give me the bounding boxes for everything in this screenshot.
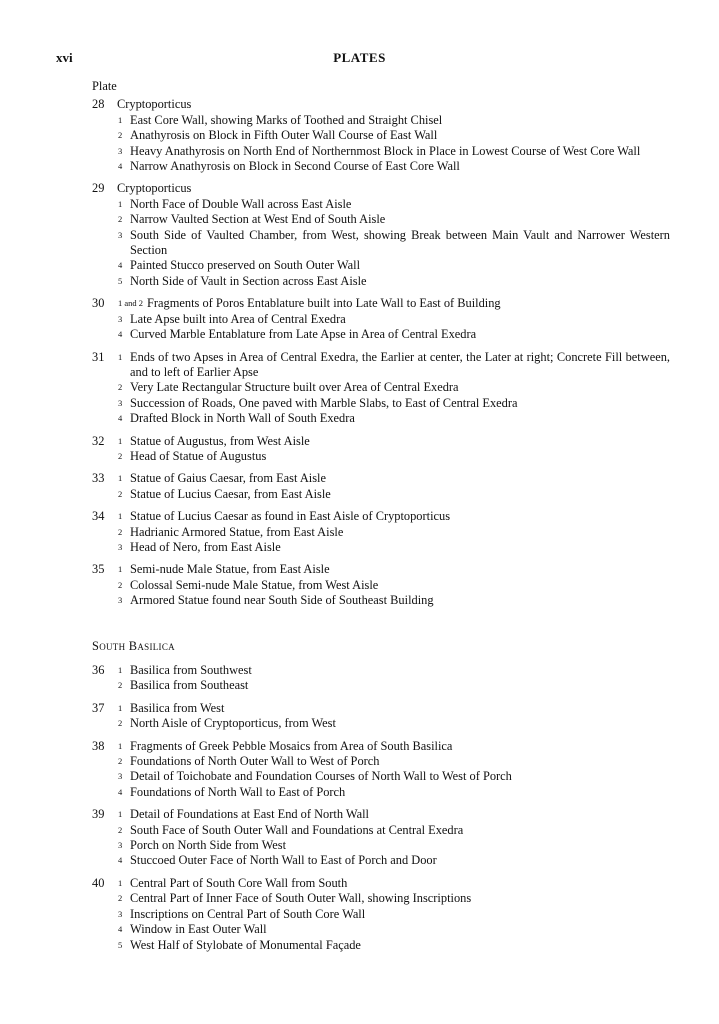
plate-item [92, 212, 670, 227]
plate-item [92, 471, 670, 486]
figure-caption: Head of Statue of Augustus [130, 448, 267, 463]
plate-item [92, 434, 670, 449]
plate-number-spacer [92, 853, 117, 868]
plate-number-spacer [92, 754, 117, 769]
figure-number: 3 [118, 595, 123, 606]
plate-group [92, 471, 670, 502]
figure-caption: Detail of Foundations at East End of North Wall [130, 807, 369, 822]
plate-number: 29 [92, 181, 105, 196]
figure-caption: Foundations of North Wall to East of Porch [130, 784, 346, 799]
plate-number-spacer [92, 274, 117, 289]
plate-item-body [117, 876, 670, 891]
figure-number: 1 [118, 351, 123, 362]
plate-item-body [117, 471, 670, 486]
plate-item-body [117, 159, 670, 174]
figure-caption: Basilica from Southeast [130, 678, 249, 693]
plate-number-spacer [92, 525, 117, 540]
plate-number-spacer [92, 327, 117, 342]
figure-caption: Window in East Outer Wall [130, 922, 267, 937]
plate-group [92, 509, 670, 555]
plate-item [92, 509, 670, 524]
plate-item [92, 274, 670, 289]
plate-item-body [117, 449, 670, 464]
plate-group-header [92, 181, 670, 196]
plate-item-body [117, 327, 670, 342]
figure-number: 4 [118, 855, 123, 866]
figure-number: 1 [118, 114, 123, 125]
figure-caption: Armored Statue found near South Side of Southeast Building [130, 593, 434, 608]
plate-item-body [117, 578, 670, 593]
figure-number: 2 [118, 680, 123, 691]
plate-number-spacer [92, 678, 117, 693]
plate-item [92, 411, 670, 426]
plate-item [92, 525, 670, 540]
plate-item-body [117, 922, 670, 937]
plate-sections [92, 97, 670, 953]
figure-caption: Fragments of Greek Pebble Mosaics from Area of South Basilica [130, 738, 453, 753]
plate-item [92, 128, 670, 143]
plate-group-title: Cryptoporticus [117, 181, 192, 196]
plate-number: 31 [92, 349, 105, 364]
plate-item-body [117, 113, 670, 128]
figure-number: 2 [118, 214, 123, 225]
plate-item-body [117, 396, 670, 411]
plate-item-body [117, 274, 670, 289]
figure-caption: Central Part of Inner Face of South Outer Wall, showing Inscriptions [130, 891, 472, 906]
plate-item-body [117, 197, 670, 212]
figure-caption: Succession of Roads, One paved with Marble Slabs, to East of Central Exedra [130, 395, 518, 410]
plate-item [92, 838, 670, 853]
figure-number: 3 [118, 771, 123, 782]
plate-section [92, 639, 670, 953]
plate-number-spacer [92, 540, 117, 555]
plate-group-title: Cryptoporticus [117, 97, 192, 112]
plate-group [92, 663, 670, 694]
figure-number: 1 [118, 511, 123, 522]
figure-caption: Statue of Gaius Caesar, from East Aisle [130, 471, 326, 486]
plate-column-label: Plate [92, 79, 117, 93]
plate-number-spacer [92, 212, 117, 227]
plate-item-body [117, 754, 670, 769]
section-title: South Basilica [92, 638, 175, 653]
plate-number-spacer [92, 258, 117, 273]
figure-caption: Central Part of South Core Wall from South [130, 875, 348, 890]
plate-item-body [117, 487, 670, 502]
figure-caption: Ends of two Apses in Area of Central Exedra, the Earlier at center, the Later at right; Concrete Fill between, and to left of Earlier Apse [130, 349, 670, 379]
plate-item-body [117, 258, 670, 273]
figure-number: 2 [118, 382, 123, 393]
figure-number: 4 [118, 161, 123, 172]
plate-item-body [117, 739, 670, 754]
plate-group [92, 807, 670, 869]
plate-number: 28 [92, 97, 105, 112]
figure-number: 2 [118, 579, 123, 590]
plate-group [92, 701, 670, 732]
plate-number: 38 [92, 738, 105, 753]
plate-item [92, 593, 670, 608]
figure-number: 1 [118, 435, 123, 446]
figure-caption: Foundations of North Outer Wall to West of Porch [130, 754, 380, 769]
plate-number-spacer [92, 312, 117, 327]
plate-group-header [92, 97, 670, 112]
figure-number: 3 [118, 145, 123, 156]
figure-number: 3 [118, 313, 123, 324]
plate-number-spacer [92, 593, 117, 608]
plate-section [92, 97, 670, 608]
plate-item-body [117, 411, 670, 426]
figure-caption: Basilica from West [130, 700, 225, 715]
plate-item [92, 754, 670, 769]
figure-caption: Detail of Toichobate and Foundation Courses of North Wall to West of Porch [130, 769, 512, 784]
plate-item-body [117, 716, 670, 731]
plate-number-spacer [92, 769, 117, 784]
plate-item [92, 562, 670, 577]
plate-number: 36 [92, 663, 105, 677]
figure-number: 1 [118, 473, 123, 484]
plate-item [92, 578, 670, 593]
plate-item-body [117, 663, 670, 678]
figure-number: 3 [118, 229, 123, 240]
plate-number: 35 [92, 562, 105, 577]
figure-number: 5 [118, 939, 123, 950]
figure-caption: Narrow Vaulted Section at West End of South Aisle [130, 212, 386, 227]
plate-number: 40 [92, 875, 105, 890]
figure-caption: Hadrianic Armored Statue, from East Aisle [130, 524, 344, 539]
plate-item [92, 785, 670, 800]
figure-caption: Late Apse built into Area of Central Exedra [130, 311, 346, 326]
figure-caption: Stuccoed Outer Face of North Wall to East of Porch and Door [130, 853, 437, 868]
plate-item-body [117, 853, 670, 868]
plate-item-body [117, 701, 670, 716]
plate-item-body [117, 593, 670, 608]
running-head: PLATES [333, 50, 386, 65]
plate-item [92, 396, 670, 411]
figure-number: 1 [118, 564, 123, 575]
plate-item-body [117, 540, 670, 555]
figure-number: 2 [118, 824, 123, 835]
plate-item-body [117, 807, 670, 822]
figure-caption: Painted Stucco preserved on South Outer Wall [130, 258, 361, 273]
plate-item [92, 678, 670, 693]
figure-number: 2 [118, 893, 123, 904]
plate-item [92, 701, 670, 716]
plate-item-body [117, 838, 670, 853]
page-number: xvi [56, 50, 73, 65]
figure-caption: Statue of Lucius Caesar as found in East Aisle of Cryptoporticus [130, 509, 451, 524]
plate-item-body [117, 212, 670, 227]
figure-number: 4 [118, 786, 123, 797]
figure-number: 2 [118, 130, 123, 141]
plate-item [92, 258, 670, 273]
plate-item-body [117, 312, 670, 327]
figure-caption: North Aisle of Cryptoporticus, from West [130, 716, 336, 731]
plate-item [92, 449, 670, 464]
figure-number: 3 [118, 908, 123, 919]
figure-caption: North Face of Double Wall across East Aisle [130, 196, 352, 211]
plate-number-spacer [92, 380, 117, 395]
plate-item [92, 380, 670, 395]
plate-group [92, 350, 670, 427]
figure-caption: South Face of South Outer Wall and Foundations at Central Exedra [130, 822, 464, 837]
plate-number-spacer [92, 785, 117, 800]
figure-caption: Inscriptions on Central Part of South Core Wall [130, 906, 366, 921]
figure-caption: Anathyrosis on Block in Fifth Outer Wall Course of East Wall [130, 128, 438, 143]
plate-item-body [117, 562, 670, 577]
figure-number: 3 [118, 541, 123, 552]
figure-number: 2 [118, 488, 123, 499]
plate-item [92, 922, 670, 937]
plate-item [92, 159, 670, 174]
plate-item [92, 327, 670, 342]
plate-item-body [117, 350, 670, 381]
figure-caption: Narrow Anathyrosis on Block in Second Course of East Core Wall [130, 159, 460, 174]
figure-caption: Colossal Semi-nude Male Statue, from West Aisle [130, 577, 379, 592]
figure-caption: Porch on North Side from West [130, 838, 287, 853]
plate-number: 30 [92, 296, 105, 311]
plate-item-body [117, 228, 670, 259]
figure-caption: North Side of Vault in Section across East Aisle [130, 273, 367, 288]
plate-item-body [117, 509, 670, 524]
plate-item [92, 296, 670, 311]
plates-list [92, 79, 670, 960]
plate-number-spacer [92, 823, 117, 838]
plate-item [92, 228, 670, 259]
figure-number: 4 [118, 329, 123, 340]
figure-number: 1 [118, 702, 123, 713]
plate-group [92, 434, 670, 465]
figure-number: 3 [118, 397, 123, 408]
plate-number-spacer [92, 922, 117, 937]
figure-number: 1 and 2 [118, 298, 144, 309]
plate-number-spacer [92, 716, 117, 731]
plate-group [92, 97, 670, 174]
plate-item-body [117, 296, 670, 311]
plate-item [92, 312, 670, 327]
figure-number: 4 [118, 413, 123, 424]
plate-number: 33 [92, 471, 105, 486]
figure-caption: South Side of Vaulted Chamber, from West, showing Break between Main Vault and Narrower Western Section [130, 227, 670, 258]
plate-number: 34 [92, 509, 105, 524]
plate-group [92, 296, 670, 342]
plate-number-spacer [92, 113, 117, 128]
plate-number-spacer [92, 197, 117, 212]
plate-number-spacer [92, 891, 117, 906]
plate-item [92, 807, 670, 822]
plate-item [92, 739, 670, 754]
plate-number-spacer [92, 487, 117, 502]
plate-number-spacer [92, 159, 117, 174]
plate-item [92, 487, 670, 502]
plate-number: 37 [92, 700, 105, 715]
plate-group [92, 876, 670, 953]
figure-number: 1 [118, 198, 123, 209]
figure-caption: Drafted Block in North Wall of South Exedra [130, 411, 355, 426]
figure-number: 2 [118, 450, 123, 461]
plate-item [92, 663, 670, 678]
figure-number: 2 [118, 718, 123, 729]
plate-group [92, 181, 670, 289]
plate-number: 32 [92, 433, 105, 448]
plate-item [92, 113, 670, 128]
plate-item [92, 350, 670, 381]
figure-caption: Basilica from Southwest [130, 663, 252, 677]
plate-number-spacer [92, 228, 117, 259]
plate-number: 39 [92, 807, 105, 822]
figure-number: 2 [118, 756, 123, 767]
plate-group [92, 562, 670, 608]
figure-number: 5 [118, 275, 123, 286]
plate-item [92, 769, 670, 784]
figure-caption: Head of Nero, from East Aisle [130, 539, 281, 554]
plate-item-body [117, 823, 670, 838]
plate-item-body [117, 128, 670, 143]
plate-item [92, 907, 670, 922]
figure-caption: Fragments of Poros Entablature built into Late Wall to East of Building [147, 296, 501, 311]
plate-item [92, 853, 670, 868]
plate-number-spacer [92, 144, 117, 159]
figure-number: 4 [118, 260, 123, 271]
figure-number: 1 [118, 877, 123, 888]
plate-number-spacer [92, 907, 117, 922]
figure-number: 1 [118, 809, 123, 820]
figure-number: 4 [118, 924, 123, 935]
plate-number-spacer [92, 838, 117, 853]
plate-item-body [117, 891, 670, 906]
figure-number: 1 [118, 740, 123, 751]
plate-number-spacer [92, 578, 117, 593]
plate-item-body [117, 678, 670, 693]
figure-number: 2 [118, 526, 123, 537]
figure-caption: Statue of Lucius Caesar, from East Aisle [130, 486, 331, 501]
plate-item-body [117, 785, 670, 800]
figure-caption: Heavy Anathyrosis on North End of Northernmost Block in Place in Lowest Course of West Core Wall [130, 143, 641, 158]
plate-group [92, 739, 670, 801]
plate-item-body [117, 769, 670, 784]
plate-item-body [117, 380, 670, 395]
plate-number-spacer [92, 449, 117, 464]
plate-item [92, 144, 670, 159]
plate-item-body [117, 938, 670, 953]
plate-item-body [117, 907, 670, 922]
figure-caption: East Core Wall, showing Marks of Toothed and Straight Chisel [130, 112, 443, 127]
plate-item [92, 876, 670, 891]
plate-number-spacer [92, 396, 117, 411]
plate-item-body [117, 525, 670, 540]
plate-item [92, 716, 670, 731]
plate-item [92, 540, 670, 555]
plate-number-spacer [92, 411, 117, 426]
plate-item [92, 197, 670, 212]
plate-item [92, 938, 670, 953]
plate-item-body [117, 434, 670, 449]
figure-caption: Curved Marble Entablature from Late Apse in Area of Central Exedra [130, 327, 477, 342]
figure-number: 3 [118, 840, 123, 851]
figure-caption: Very Late Rectangular Structure built over Area of Central Exedra [130, 380, 459, 395]
plate-item-body [117, 144, 670, 159]
figure-caption: Semi-nude Male Statue, from East Aisle [130, 562, 330, 577]
plate-number-spacer [92, 938, 117, 953]
plate-item [92, 823, 670, 838]
figure-caption: Statue of Augustus, from West Aisle [130, 433, 310, 448]
figure-caption: West Half of Stylobate of Monumental Façade [130, 937, 361, 952]
figure-number: 1 [118, 665, 123, 675]
plate-number-spacer [92, 128, 117, 143]
plate-item [92, 891, 670, 906]
